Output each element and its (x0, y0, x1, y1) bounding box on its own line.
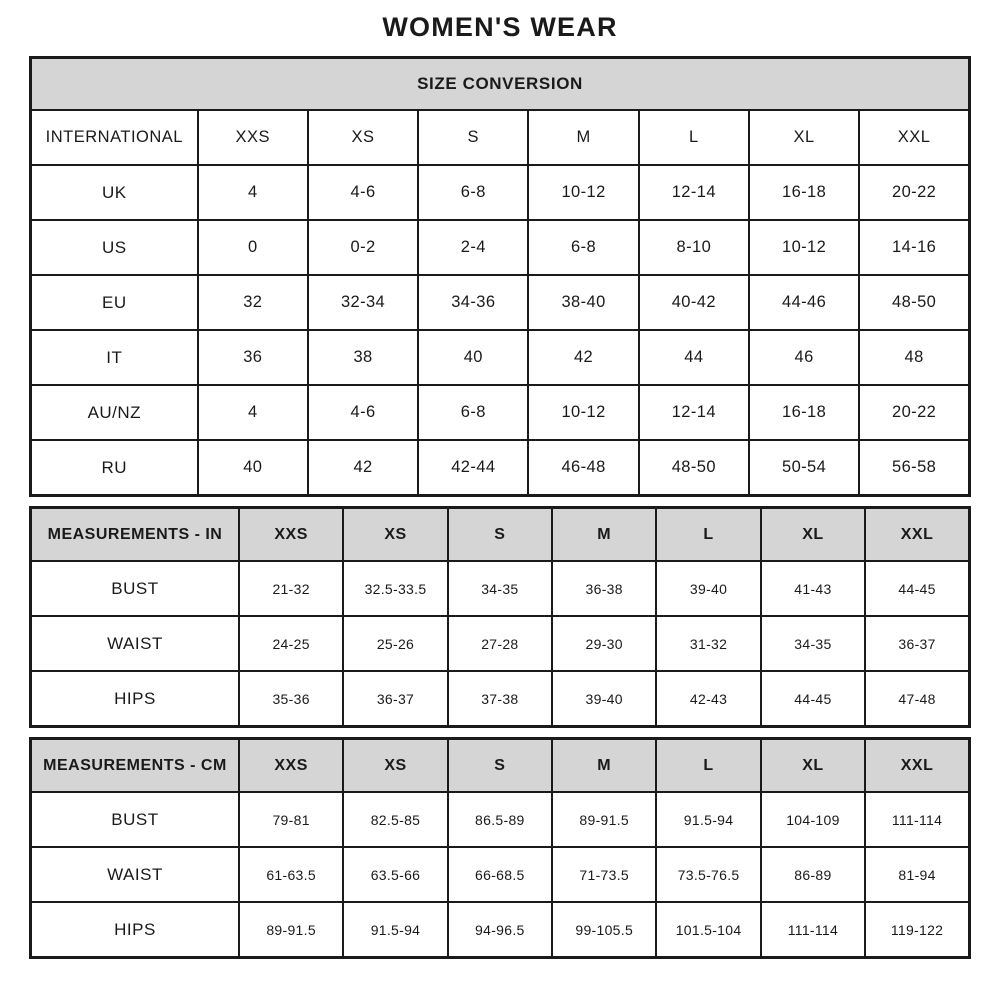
table-row (31, 671, 970, 727)
table-cell: 14-16 (859, 220, 969, 275)
column-header: XXL (859, 110, 969, 165)
table-cell: 34-35 (761, 616, 865, 671)
column-header: XXS (239, 508, 343, 562)
table-cell: 20-22 (859, 385, 969, 440)
table-row (31, 440, 970, 496)
row-label: EU (31, 275, 198, 330)
table-cell: 101.5-104 (656, 902, 760, 958)
measurements-cm-table (29, 737, 971, 959)
table-cell: 29-30 (552, 616, 656, 671)
table-row (31, 385, 970, 440)
table-row (31, 902, 970, 958)
table-row (31, 330, 970, 385)
table-cell: 79-81 (239, 792, 343, 847)
column-header: XS (343, 739, 447, 793)
table-cell: 44 (639, 330, 749, 385)
column-header: M (528, 110, 638, 165)
table-cell: 42 (528, 330, 638, 385)
table-cell: 39-40 (656, 561, 760, 616)
table-cell: 37-38 (448, 671, 552, 727)
table-cell: 4 (198, 165, 308, 220)
table-cell: 42-43 (656, 671, 760, 727)
table-cell: 86.5-89 (448, 792, 552, 847)
table-cell: 40-42 (639, 275, 749, 330)
table-cell: 46 (749, 330, 859, 385)
table-cell: 99-105.5 (552, 902, 656, 958)
column-header: XS (343, 508, 447, 562)
column-header: XXS (198, 110, 308, 165)
row-label: WAIST (31, 847, 239, 902)
table-cell: 63.5-66 (343, 847, 447, 902)
table-cell: 10-12 (528, 385, 638, 440)
measurements-in-table (29, 506, 971, 728)
table-cell: 40 (418, 330, 528, 385)
table-cell: 32 (198, 275, 308, 330)
header-row (31, 739, 970, 793)
table-cell: 6-8 (418, 165, 528, 220)
table-cell: 89-91.5 (239, 902, 343, 958)
table-cell: 6-8 (418, 385, 528, 440)
table-cell: 32-34 (308, 275, 418, 330)
data-table (29, 506, 971, 728)
table-cell: 35-36 (239, 671, 343, 727)
row-label: US (31, 220, 198, 275)
column-header: M (552, 508, 656, 562)
row-label: HIPS (31, 671, 239, 727)
column-header: XL (761, 508, 865, 562)
table-cell: 94-96.5 (448, 902, 552, 958)
column-header: L (656, 508, 760, 562)
table-cell: 48-50 (859, 275, 969, 330)
table-cell: 41-43 (761, 561, 865, 616)
table-cell: 56-58 (859, 440, 969, 496)
table-cell: 48-50 (639, 440, 749, 496)
table-row (31, 220, 970, 275)
table-cell: 66-68.5 (448, 847, 552, 902)
column-header: S (448, 739, 552, 793)
table-cell: 4-6 (308, 385, 418, 440)
table-cell: 46-48 (528, 440, 638, 496)
page-title: WOMEN'S WEAR (382, 12, 618, 42)
table-row (31, 561, 970, 616)
header-label: INTERNATIONAL (31, 110, 198, 165)
table-cell: 10-12 (528, 165, 638, 220)
row-label: BUST (31, 561, 239, 616)
column-header: L (639, 110, 749, 165)
header-row (31, 110, 970, 165)
table-cell: 12-14 (639, 165, 749, 220)
row-label: BUST (31, 792, 239, 847)
table-cell: 34-36 (418, 275, 528, 330)
size-conversion-table (29, 56, 971, 497)
table-cell: 91.5-94 (343, 902, 447, 958)
table-cell: 25-26 (343, 616, 447, 671)
table-cell: 39-40 (552, 671, 656, 727)
table-cell: 71-73.5 (552, 847, 656, 902)
header-row (31, 508, 970, 562)
table-row (31, 275, 970, 330)
row-label: UK (31, 165, 198, 220)
table-cell: 50-54 (749, 440, 859, 496)
table-cell: 104-109 (761, 792, 865, 847)
table-row (31, 165, 970, 220)
table-cell: 36-38 (552, 561, 656, 616)
table-cell: 36-37 (343, 671, 447, 727)
table-cell: 16-18 (749, 385, 859, 440)
table-cell: 0 (198, 220, 308, 275)
table-cell: 44-45 (761, 671, 865, 727)
table-cell: 12-14 (639, 385, 749, 440)
table-cell: 4-6 (308, 165, 418, 220)
column-header: XXL (865, 508, 969, 562)
table-cell: 8-10 (639, 220, 749, 275)
table-cell: 44-45 (865, 561, 969, 616)
table-banner: SIZE CONVERSION (31, 58, 970, 111)
table-cell: 24-25 (239, 616, 343, 671)
table-cell: 42 (308, 440, 418, 496)
data-table (29, 737, 971, 959)
table-cell: 34-35 (448, 561, 552, 616)
data-table (29, 56, 971, 497)
column-header: S (418, 110, 528, 165)
table-cell: 6-8 (528, 220, 638, 275)
table-cell: 119-122 (865, 902, 969, 958)
table-cell: 2-4 (418, 220, 528, 275)
table-cell: 73.5-76.5 (656, 847, 760, 902)
column-header: L (656, 739, 760, 793)
table-cell: 32.5-33.5 (343, 561, 447, 616)
table-row (31, 792, 970, 847)
column-header: XS (308, 110, 418, 165)
table-cell: 10-12 (749, 220, 859, 275)
header-label: MEASUREMENTS - IN (31, 508, 239, 562)
table-cell: 16-18 (749, 165, 859, 220)
table-cell: 91.5-94 (656, 792, 760, 847)
table-cell: 21-32 (239, 561, 343, 616)
table-cell: 42-44 (418, 440, 528, 496)
table-cell: 38 (308, 330, 418, 385)
row-label: WAIST (31, 616, 239, 671)
table-banner-row (31, 58, 970, 111)
table-row (31, 616, 970, 671)
column-header: XXL (865, 739, 969, 793)
table-cell: 82.5-85 (343, 792, 447, 847)
column-header: XXS (239, 739, 343, 793)
table-cell: 4 (198, 385, 308, 440)
table-cell: 0-2 (308, 220, 418, 275)
table-cell: 44-46 (749, 275, 859, 330)
table-cell: 38-40 (528, 275, 638, 330)
table-cell: 36 (198, 330, 308, 385)
table-cell: 20-22 (859, 165, 969, 220)
table-row (31, 847, 970, 902)
table-cell: 81-94 (865, 847, 969, 902)
table-cell: 48 (859, 330, 969, 385)
table-cell: 111-114 (761, 902, 865, 958)
row-label: AU/NZ (31, 385, 198, 440)
header-label: MEASUREMENTS - CM (31, 739, 239, 793)
column-header: XL (761, 739, 865, 793)
row-label: HIPS (31, 902, 239, 958)
table-cell: 40 (198, 440, 308, 496)
table-cell: 36-37 (865, 616, 969, 671)
table-cell: 89-91.5 (552, 792, 656, 847)
column-header: M (552, 739, 656, 793)
table-cell: 86-89 (761, 847, 865, 902)
table-cell: 61-63.5 (239, 847, 343, 902)
column-header: S (448, 508, 552, 562)
row-label: RU (31, 440, 198, 496)
table-cell: 31-32 (656, 616, 760, 671)
table-cell: 111-114 (865, 792, 969, 847)
table-cell: 47-48 (865, 671, 969, 727)
column-header: XL (749, 110, 859, 165)
row-label: IT (31, 330, 198, 385)
table-cell: 27-28 (448, 616, 552, 671)
